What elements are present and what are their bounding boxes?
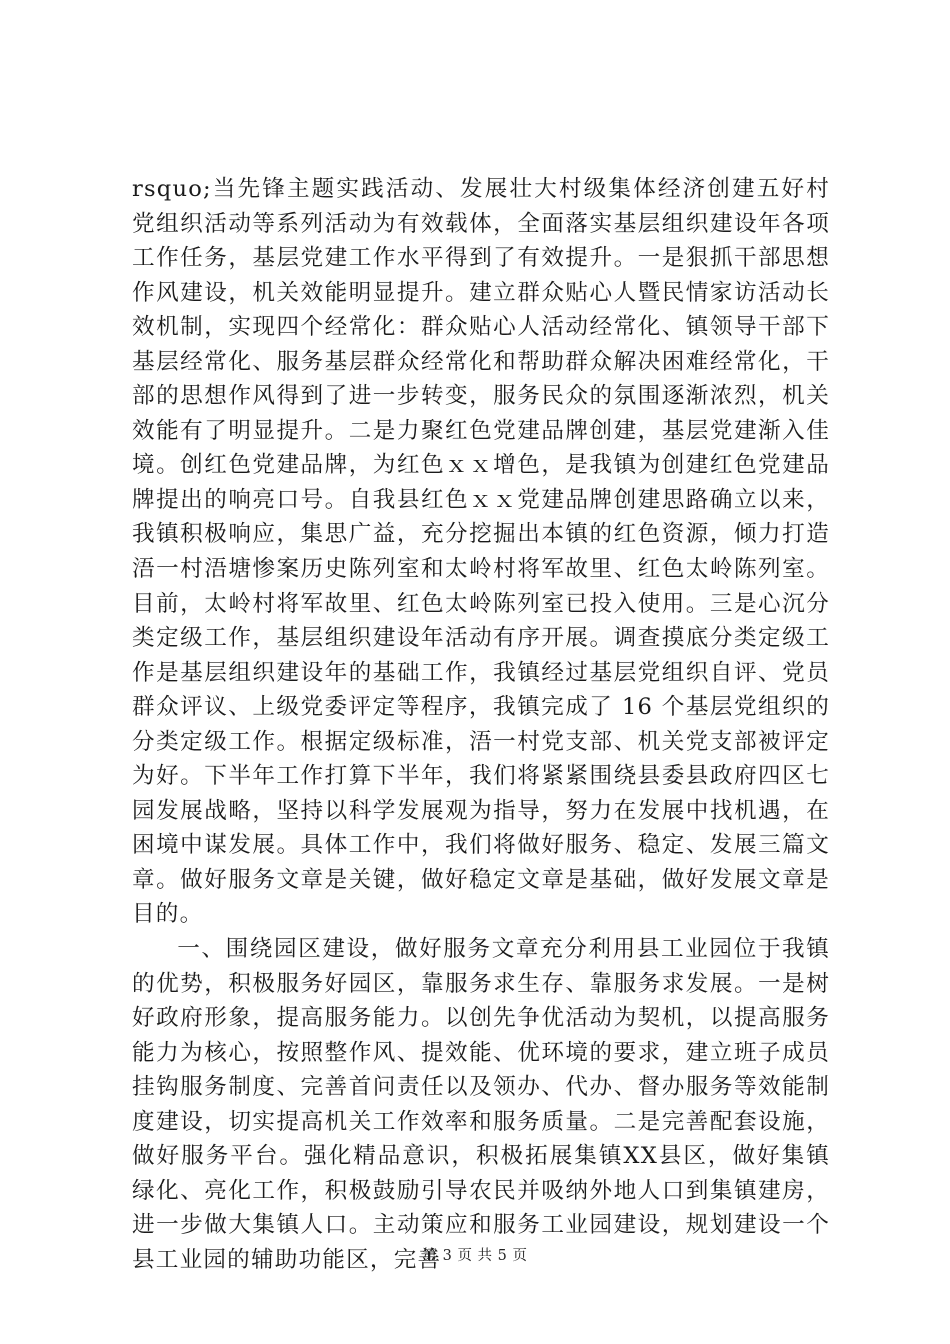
body-paragraph-2: 一、围绕园区建设，做好服务文章充分利用县工业园位于我镇的优势，积极服务好园区，靠服务求生存、靠服务求发展。一是树好政府形象，提高服务能力。以创先争优活动为契机，以提高服务能力为核心，按照整作风、提效能、优环境的要求，建立班子成员挂钩服务制度、完善首问责任以及领办、代办、督办服务等效能制度建设，切实提高机关工作效率和服务质量。二是完善配套设施，做好服务平台。强化精品意识，积极拓展集镇XX县区，做好集镇绿化、亮化工作，积极鼓励引导农民并吸纳外地人口到集镇建房，进一步做大集镇人口。主动策应和服务工业园建设，规划建设一个县工业园的辅助功能区，完善 <box>132 936 830 1273</box>
page-number-footer: 第 3 页 共 5 页 <box>422 1248 528 1264</box>
body-paragraph-1: rsquo;当先锋主题实践活动、发展壮大村级集体经济创建五好村党组织活动等系列活动为有效载体，全面落实基层组织建设年各项工作任务，基层党建工作水平得到了有效提升。一是狠抓干部思想作风建设，机关效能明显提升。建立群众贴心人暨民情家访活动长效机制，实现四个经常化：群众贴心人活动经常化、镇领导干部下基层经常化、服务基层群众经常化和帮助群众解决困难经常化，干部的思想作风得到了进一步转变，服务民众的氛围逐渐浓烈，机关效能有了明显提升。二是力聚红色党建品牌创建，基层党建渐入佳境。创红色党建品牌，为红色ｘｘ增色，是我镇为创建红色党建品牌提出的响亮口号。自我县红色ｘｘ党建品牌创建思路确立以来，我镇积极响应，集思广益，充分挖掘出本镇的红色资源，倾力打造浯一村浯塘惨案历史陈列室和太岭村将军故里、红色太岭陈列室。目前，太岭村将军故里、红色太岭陈列室已投入使用。三是心沉分类定级工作，基层组织建设年活动有序开展。调查摸底分类定级工作是基层组织建设年的基础工作，我镇经过基层党组织自评、党员群众评议、上级党委评定等程序，我镇完成了 16 个基层党组织的分类定级工作。根据定级标准，浯一村党支部、机关党支部被评定为好。下半年工作打算下半年，我们将紧紧围绕县委县政府四区七园发展战略，坚持以科学发展观为指导，努力在发展中找机遇，在困境中谋发展。具体工作中，我们将做好服务、稳定、发展三篇文章。做好服务文章是关键，做好稳定文章是基础，做好发展文章是目的。 <box>132 176 830 928</box>
document-body <box>132 172 830 1278</box>
